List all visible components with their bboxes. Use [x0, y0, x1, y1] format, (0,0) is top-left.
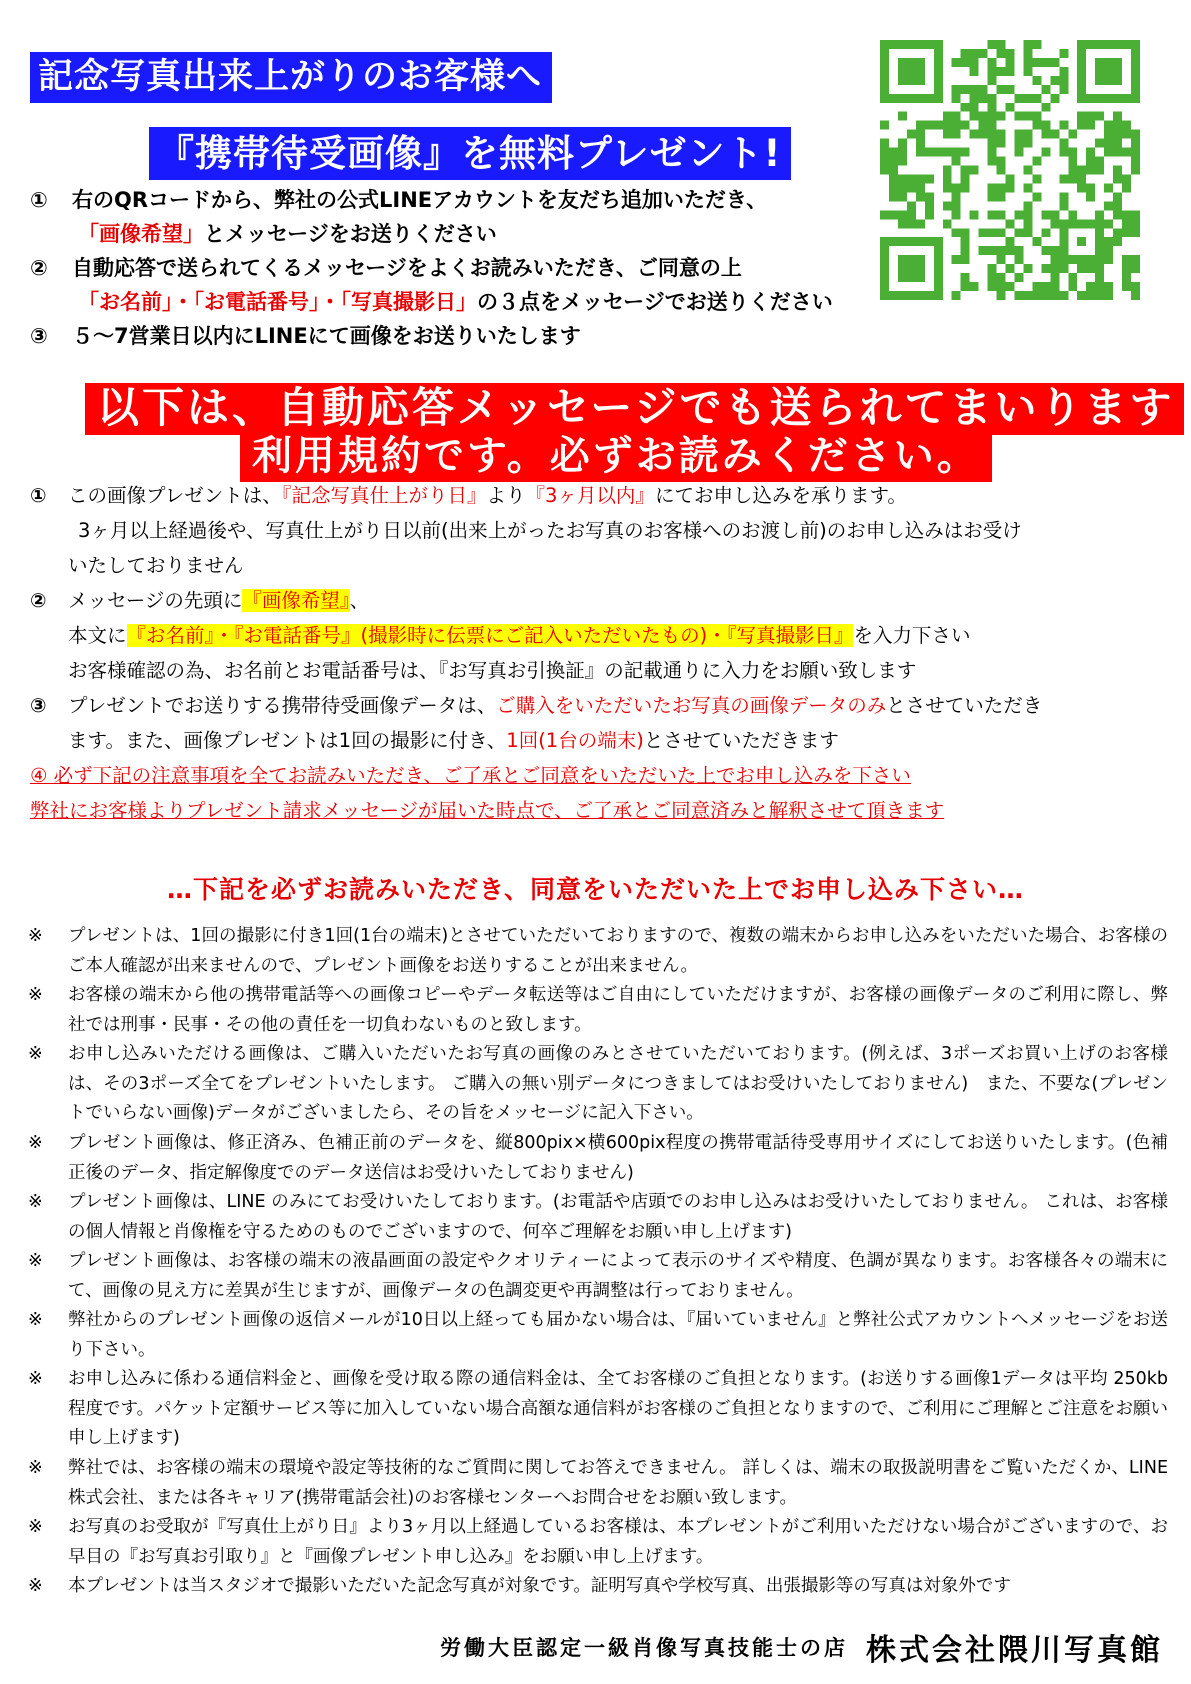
note-mark: ※ [28, 1133, 43, 1153]
note-text: プレゼント画像は、LINE のみにてお受けいたしております。(お電話や店頭でのお申し込みはお受けいたしておりません。 これは、お客様の個人情報と肖像権を守るためのものでございますので、何卒ご理解をお願い申し上げます) [68, 1192, 1168, 1242]
company-name: 株式会社隈川写真館 [866, 1633, 1163, 1668]
term-2-highlight-fields: 『お名前』・『お電話番号』(撮影時に伝票にご記入いただいたもの)・『写真撮影日』 [126, 624, 854, 647]
note-mark: ※ [28, 1517, 43, 1537]
step-3-number: ③ [30, 324, 48, 348]
note-mark: ※ [28, 1251, 43, 1271]
term-1-text-a: この画像プレゼントは、 [68, 484, 282, 507]
read-notice: …下記を必ずお読みいただき、同意をいただいた上でお申し込み下さい… [166, 875, 1024, 904]
term-2-line-3: お客様確認の為、お名前とお電話番号は、『お写真お引換証』の記載通りに入力をお願い致します [68, 659, 917, 682]
term-3-line-2 [68, 723, 839, 758]
terms-banner: 利用規約です。必ずお読みください。 [240, 432, 992, 482]
note-item [28, 1513, 1168, 1572]
term-3-text-a: プレゼントでお送りする携帯待受画像データは、 [68, 694, 497, 717]
term-3-text-d: とさせていただきます [643, 729, 839, 752]
auto-reply-banner: 以下は、自動応答メッセージでも送られてまいります [85, 383, 1184, 435]
term-2-text-b: 、 [349, 589, 370, 612]
term-2-highlight-keyword: 『画像希望』 [242, 589, 350, 612]
step-1-text2: とメッセージをお送りください [204, 222, 497, 246]
note-mark: ※ [28, 1576, 43, 1596]
note-text: プレゼント画像は、お客様の端末の液晶画面の設定やクオリティーによって表示のサイズや精度、色調が異なります。お客様各々の端末にて、画像の見え方に差異が生じますが、画像データの色調変更や再調整は行っておりません。 [68, 1251, 1168, 1301]
note-item [28, 1247, 1168, 1306]
note-text: お写真のお受取が『写真仕上がり日』より3ヶ月以上経過しているお客様は、本プレゼントがご利用いただけない場合がございますので、お早目の『お写真お引取り』と『画像プレゼント申し込み』をお願い申し上げます。 [68, 1517, 1168, 1567]
note-item [28, 1454, 1168, 1513]
step-2-cont [78, 290, 833, 315]
step-3-text: ５～7営業日以内にLINEにて画像をお送りいたします [72, 324, 581, 348]
note-text: 弊社では、お客様の端末の環境や設定等技術的なご質問に関してお答えできません。 詳しくは、端末の取扱説明書をご覧いただくか、LINE株式会社、または各キャリア(携帯電話会社)のお客様センターへお問合せをお願い致します。 [68, 1458, 1168, 1508]
note-text: お客様の端末から他の携帯電話等への画像コピーやデータ転送等はご自由にしていただけますが、お客様の画像データのご利用に際し、弊社では刑事・民事・その他の責任を一切負わないものと致します。 [68, 985, 1168, 1035]
term-3 [30, 688, 1042, 723]
term-1-deadline: 『3ヶ月以内』 [525, 484, 655, 507]
note-mark: ※ [28, 1192, 43, 1212]
note-item [28, 1365, 1168, 1454]
step-1-cont [78, 222, 497, 247]
note-text: 本プレゼントは当スタジオで撮影いただいた記念写真が対象です。証明写真や学校写真、出張撮影等の写真は対象外です [68, 1576, 1011, 1596]
term-1-text-b: より [486, 484, 526, 507]
note-item [28, 981, 1168, 1040]
note-mark: ※ [28, 926, 43, 946]
note-mark: ※ [28, 1044, 43, 1064]
term-3-text-b: とさせていただき [886, 694, 1043, 717]
step-2-text2: の３点をメッセージでお送りください [477, 290, 833, 314]
term-2 [30, 583, 369, 618]
term-1-finish-date: 『記念写真仕上がり日』 [281, 484, 487, 507]
title-banner: 記念写真出来上がりのお客様へ [30, 52, 552, 103]
step-1 [30, 188, 767, 213]
note-text: お申し込みいただける画像は、ご購入いただいたお写真の画像のみとさせていただいております。(例えば、3ポーズお買い上げのお客様は、その3ポーズ全てをプレゼントいたします。 ご購入の無い別データにつきましてはお受けいたしておりません) また、不要な(プレゼントでいらない画像)データがございましたら、その旨をメッセージに記入下さい。 [68, 1044, 1168, 1123]
term-1-line-3: いたしておりません [68, 554, 244, 577]
step-3 [30, 324, 581, 349]
note-item [28, 922, 1168, 981]
term-1-text-c: にてお申し込みを承ります。 [654, 484, 907, 507]
qr-code[interactable] [880, 40, 1140, 300]
term-1-number: ① [30, 484, 47, 507]
note-mark: ※ [28, 985, 43, 1005]
note-text: プレゼント画像は、修正済み、色補正前のデータを、縦800pix×横600pix程度の携帯電話待受専用サイズにしてお送りいたします。(色補正後のデータ、指定解像度でのデータ送信はお受けいたしておりません) [68, 1133, 1168, 1183]
term-1 [30, 478, 907, 513]
note-mark: ※ [28, 1369, 43, 1389]
step-1-number: ① [30, 188, 48, 212]
footer [440, 1625, 1163, 1669]
note-text: プレゼントは、1回の撮影に付き1回(1台の端末)とさせていただいておりますので、複数の端末からお申し込みをいただいた場合、お客様のご本人確認が出来ませんので、プレゼント画像をお送りすることが出来ません。 [68, 926, 1168, 976]
step-2-number: ② [30, 256, 48, 280]
note-item [28, 1572, 1168, 1602]
note-item [28, 1040, 1168, 1129]
term-3-scope: ご購入をいただいたお写真の画像データのみ [496, 694, 887, 717]
step-1-text: 右のQRコードから、弊社の公式LINEアカウントを友だち追加いただき、 [72, 188, 768, 212]
term-1-line-2: 3ヶ月以上経過後や、写真仕上がり日以前(出来上がったお写真のお客様へのお渡し前)のお申し込みはお受け [78, 519, 1022, 542]
note-mark: ※ [28, 1310, 43, 1330]
note-mark: ※ [28, 1458, 43, 1478]
note-item [28, 1188, 1168, 1247]
shop-certification: 労働大臣認定一級肖像写真技能士の店 [440, 1636, 848, 1660]
note-text: お申し込みに係わる通信料金と、画像を受け取る際の通信料金は、全てお客様のご負担となります。(お送りする画像1データは平均 250kb程度です。パケット定額サービス等に加入していない場合高額な通信料がお客様のご負担となりますので、ご利用にご理解とご注意をお願い申し上げます) [68, 1369, 1168, 1448]
step-2-text: 自動応答で送られてくるメッセージをよくお読みいただき、ご同意の上 [72, 256, 742, 280]
term-2-number: ② [30, 589, 47, 612]
term-2-text-c: 本文に [68, 624, 127, 647]
term-4-line-1: ④ 必ず下記の注意事項を全てお読みいただき、ご了承とご同意をいただいた上でお申し込みを下さい [30, 764, 911, 787]
term-3-limit: 1回(1台の端末) [506, 729, 644, 752]
term-2-text-d: を入力下さい [853, 624, 971, 647]
note-text: 弊社からのプレゼント画像の返信メールが10日以上経っても届かない場合は、『届いていません』と弊社公式アカウントへメッセージをお送り下さい。 [68, 1310, 1168, 1360]
step-1-keyword: 「画像希望」 [78, 222, 204, 246]
note-item [28, 1129, 1168, 1188]
subtitle-banner: 『携帯待受画像』を無料プレゼント! [149, 127, 791, 180]
term-3-number: ③ [30, 694, 47, 717]
term-3-text-c: ます。また、画像プレゼントは1回の撮影に付き、 [68, 729, 507, 752]
step-2-keywords: 「お名前」・「お電話番号」・「写真撮影日」 [78, 290, 477, 314]
note-item [28, 1306, 1168, 1365]
term-2-line-2 [68, 618, 971, 653]
step-2 [30, 256, 742, 281]
term-2-text-a: メッセージの先頭に [68, 589, 243, 612]
term-4-line-2: 弊社にお客様よりプレゼント請求メッセージが届いた時点で、ご了承とご同意済みと解釈させて頂きます [30, 799, 945, 822]
